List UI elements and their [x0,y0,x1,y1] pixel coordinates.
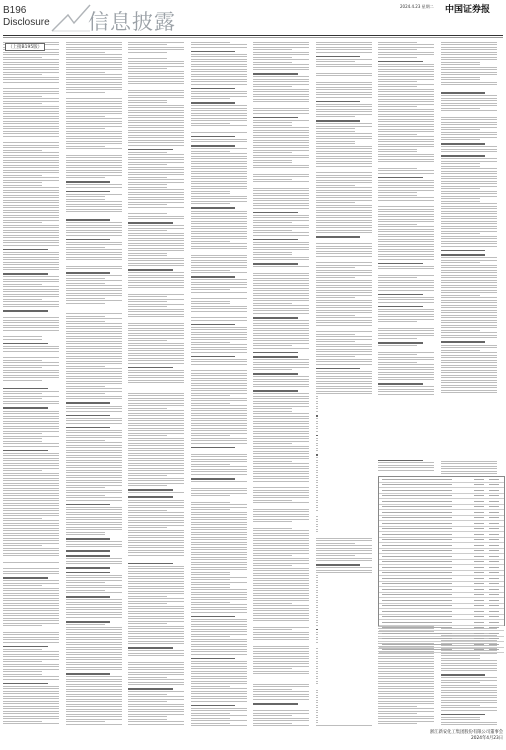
header-rule-thin [3,37,503,38]
text-column [66,40,122,726]
signature-date: 2024年4月23日 [471,736,504,741]
continued-tag: （上接B195版） [5,43,45,51]
data-table [378,476,505,626]
table-row [379,648,504,654]
whitespace-area [318,395,376,535]
text-column [128,40,184,726]
signature-block [430,729,503,741]
newspaper-masthead: 中国证券报 [445,5,491,15]
page-number: B196 [3,5,27,16]
page-header [0,0,506,40]
header-rule [3,35,503,36]
whitespace-area [318,575,376,725]
section-name-cn: 信息披露 [88,10,176,34]
issue-date: 2024.4.23 星期二 [400,4,434,9]
text-column [191,40,247,726]
text-column [253,40,309,726]
signature-company: 浙江新安化工集团股份有限公司董事会 [430,730,504,735]
whitespace-area [378,395,503,460]
section-name-en: Disclosure [3,17,50,28]
text-column [3,40,59,726]
